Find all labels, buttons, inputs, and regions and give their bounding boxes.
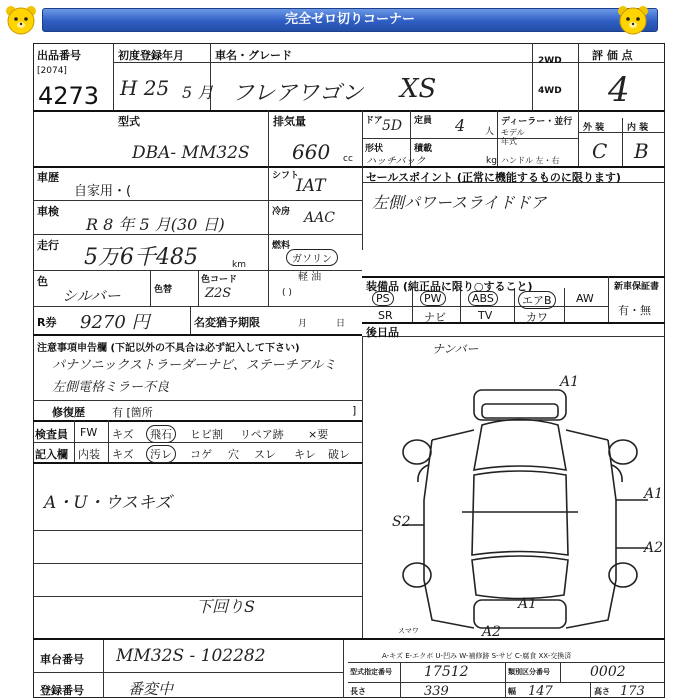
equipment-ps: PS — [372, 291, 394, 306]
drive-4wd: 4WD — [538, 86, 562, 96]
exterior-grade: C — [592, 139, 608, 163]
chassis-label: 車台番号 — [40, 653, 84, 666]
model-year-label: モデル 年式 — [501, 128, 525, 146]
entry-interior: 内装 — [78, 448, 100, 461]
entry-rip: 破レ — [328, 448, 350, 461]
handwritten-note-1: A・U・ウスキズ — [44, 493, 172, 513]
length-value: 339 — [424, 684, 449, 699]
fuel-other: ( ) — [282, 288, 292, 298]
wiper-label: スマワ — [398, 627, 419, 635]
ac-value: AAC — [304, 210, 335, 226]
shift-label: シフト — [272, 171, 300, 181]
notes-line-1: パナソニックストラーダーナビ、ステーチアルミ — [52, 358, 337, 373]
inspector-fw: FW — [80, 426, 98, 439]
displacement-value: 660 — [292, 140, 331, 164]
load-label: 積載 — [414, 144, 433, 154]
new-warranty-label: 新車保証書 — [614, 282, 660, 292]
exterior-label: 外 装 — [583, 123, 605, 133]
ticket-value: 9270 円 — [80, 312, 150, 333]
rear-items-label: 後日品 — [366, 326, 399, 339]
equipment-airbag: エアB — [518, 291, 556, 309]
name-change-label: 名変猶予期限 — [194, 316, 260, 329]
ac-label: 冷房 — [272, 207, 291, 217]
entry-tear: キレ — [294, 448, 316, 461]
new-warranty-value: 有・無 — [618, 304, 651, 317]
mileage-value: 5万6千485 — [84, 245, 198, 270]
entry-scratch: キズ — [112, 448, 134, 461]
entry-burn: コゲ — [190, 448, 212, 461]
inspector-scratch: キズ — [112, 428, 134, 441]
sales-point-value: 左側パワースライドドア — [372, 193, 547, 212]
equipment-label: 装備品 (純正品に限り○すること) — [366, 280, 533, 293]
damage-mark-front: A1 — [560, 374, 580, 390]
banner — [0, 0, 700, 40]
equipment-leather: カワ — [526, 311, 548, 324]
equipment-abs: ABS — [468, 291, 498, 306]
fuel-value: ガソリン — [286, 249, 338, 266]
interior-label: 内 装 — [627, 123, 649, 133]
history-value: 自家用・( — [74, 184, 132, 199]
length-label: 長さ — [350, 687, 366, 696]
inspector-needs-x: ×要 — [308, 428, 329, 441]
class-number-value: 0002 — [590, 664, 626, 680]
capacity-value: 4 — [455, 116, 466, 135]
lot-ref: [2074] — [37, 66, 67, 76]
height-label: 高さ — [594, 687, 610, 696]
cert-number-value: 17512 — [424, 664, 469, 680]
color-swap-label: 色替 — [154, 285, 173, 295]
entry-dirt: 汚レ — [146, 445, 176, 463]
entry-label: 記入欄 — [35, 448, 68, 461]
ticket-label: R券 — [37, 316, 57, 329]
type-value: DBA- MM32S — [132, 143, 250, 163]
repair-history-value: 有 [箇所 — [112, 406, 153, 419]
notes-line-2: 左側電格ミラー不良 — [52, 380, 170, 395]
vehicle-damage-diagram — [362, 370, 665, 638]
inspection-value: R 8 年 5 月(30 日) — [86, 215, 225, 234]
color-label: 色 — [37, 275, 48, 288]
door-value: 5D — [382, 118, 403, 134]
height-value: 173 — [620, 684, 645, 699]
displacement-label: 排気量 — [273, 115, 306, 128]
name-change-day: 日 — [336, 319, 346, 329]
drive-2wd: 2WD — [538, 56, 562, 66]
type-label: 型式 — [118, 115, 140, 128]
damage-mark-rear-bumper: A2 — [482, 624, 502, 640]
damage-mark-right-rear: A2 — [644, 540, 664, 556]
entry-hole: 穴 — [228, 448, 239, 461]
class-number-label: 類別区分番号 — [508, 668, 550, 676]
shape-label: 形状 — [365, 144, 384, 154]
grade: XS — [400, 74, 437, 104]
damage-legend: A-キズ E-エクボ U-凹み W-補修跡 S-サビ C-腐食 XX-交換済 — [382, 652, 572, 660]
chassis-value: MM32S - 102282 — [116, 646, 266, 666]
banner-title: 完全ゼロ切りコーナー — [42, 8, 658, 32]
handwritten-note-2: 下回りS — [196, 597, 255, 616]
inspector-repair-mark: リペア跡 — [240, 428, 284, 441]
first-reg-label: 初度登録年月 — [118, 49, 184, 62]
width-value: 147 — [528, 684, 553, 699]
model-label: 車名・グレード — [215, 49, 292, 62]
first-reg-month: 5 月 — [182, 83, 214, 102]
model-name: フレアワゴン — [232, 81, 364, 106]
sales-point-label: セールスポイント (正常に機能するものに限ります) — [366, 171, 621, 184]
rear-items-value: ナンバー — [432, 342, 479, 356]
color-code-value: Z2S — [205, 286, 232, 301]
lot-label: 出品番号 — [37, 49, 81, 62]
lot-number: 4273 — [38, 82, 100, 110]
mileage-label: 走行 — [37, 239, 59, 252]
equipment-pw: PW — [420, 291, 446, 306]
inspector-label: 検査員 — [35, 428, 68, 441]
damage-mark-left-side: S2 — [392, 514, 411, 530]
shape-value: ハッチバック — [366, 156, 426, 167]
width-label: 幅 — [508, 687, 516, 696]
displacement-unit: cc — [343, 154, 353, 164]
damage-mark-right-front: A1 — [644, 486, 664, 502]
handle-label: ハンドル 左・右 — [501, 156, 560, 165]
dealer-label: ディーラー・並行 — [501, 117, 573, 127]
first-reg-year: H 25 — [120, 76, 170, 100]
load-unit: kg — [486, 156, 497, 166]
score-value: 4 — [608, 70, 630, 110]
inspector-stone-chip: 飛石 — [146, 425, 176, 443]
inspector-crack: ヒビ割 — [190, 428, 223, 441]
bear-mascot-icon — [4, 4, 38, 36]
equipment-tv: TV — [478, 309, 493, 322]
bear-mascot-icon — [616, 4, 650, 36]
equipment-navi: ナビ — [424, 311, 446, 324]
equipment-sr: SR — [378, 309, 393, 322]
color-code-label: 色コード — [201, 275, 238, 285]
registration-value: 番変中 — [128, 680, 174, 698]
score-label: 評 価 点 — [592, 49, 633, 62]
mileage-unit: km — [232, 260, 246, 270]
fuel-light: 軽 油 — [298, 272, 322, 283]
damage-mark-rear: A1 — [518, 596, 538, 612]
shift-value: IAT — [296, 176, 326, 196]
fuel-label: 燃料 — [272, 241, 291, 251]
name-change-month: 月 — [298, 319, 308, 329]
cert-number-label: 型式指定番号 — [350, 668, 392, 676]
capacity-label: 定員 — [414, 116, 433, 126]
color-value: シルバー — [62, 287, 121, 305]
door-label: ドア — [365, 116, 383, 126]
repair-history-label: 修復歴 — [52, 406, 85, 419]
history-label: 車歴 — [37, 171, 59, 184]
interior-grade: B — [634, 139, 649, 163]
entry-rub: スレ — [254, 448, 276, 461]
notes-label: 注意事項申告欄 (下記以外の不具合は必ず記入して下さい) — [37, 343, 300, 354]
inspection-label: 車検 — [37, 205, 59, 218]
registration-label: 登録番号 — [40, 684, 84, 697]
capacity-unit: 人 — [485, 127, 495, 137]
equipment-aw: AW — [576, 292, 594, 305]
